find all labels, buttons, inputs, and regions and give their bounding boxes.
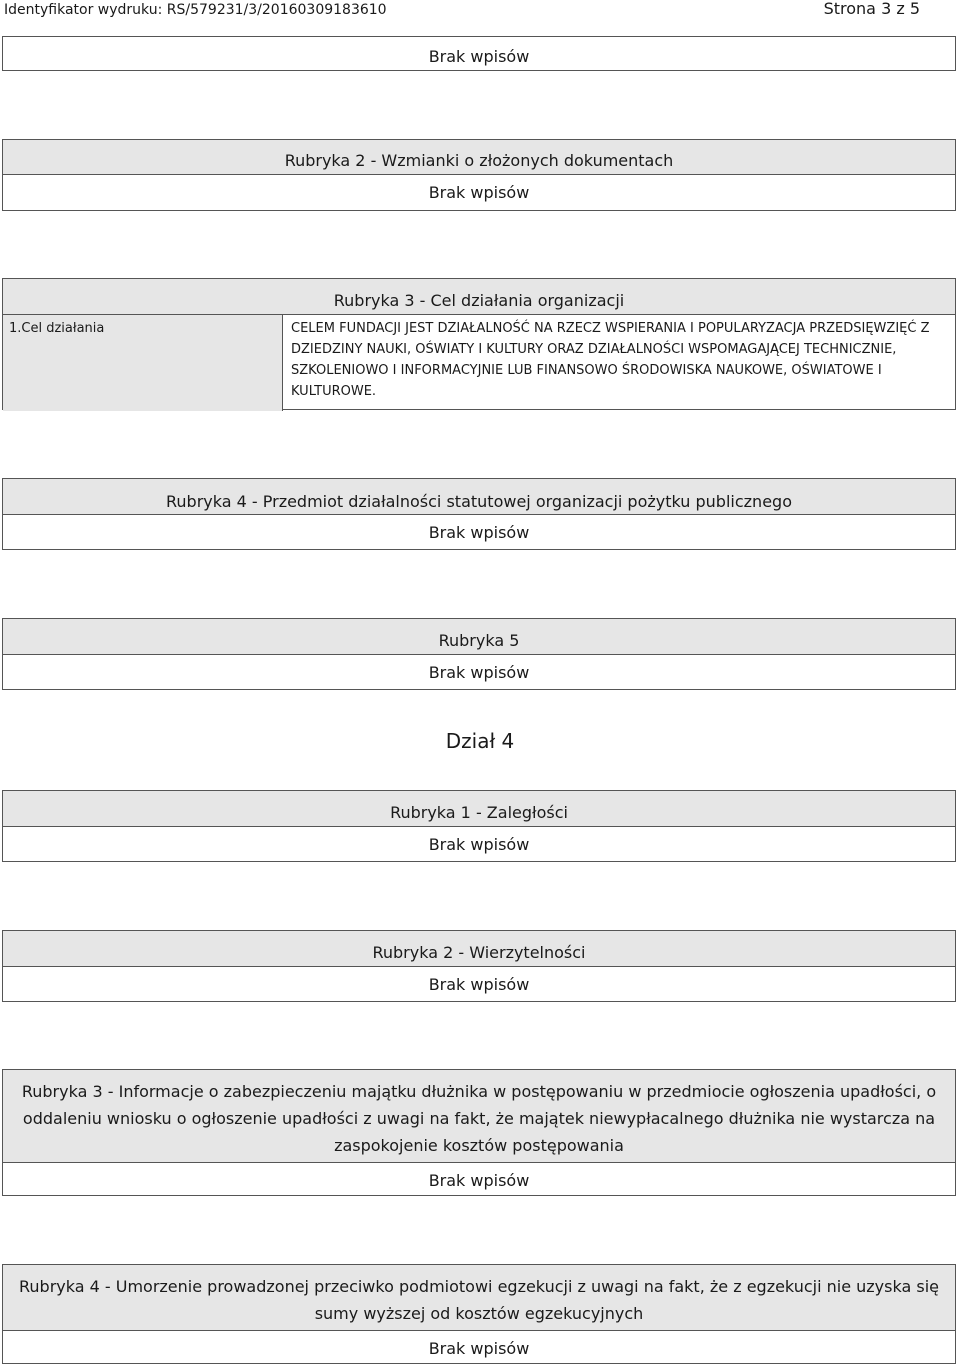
d4-rubryka-3-box [2, 1069, 956, 1196]
dzial-4-heading: Dział 4 [445, 729, 515, 753]
cel-value: CELEM FUNDACJI JEST DZIAŁALNOŚĆ NA RZECZ WSPIERANIA I POPULARYZACJA PRZEDSIĘWZIĘĆ Z DZIEDZINY NAUKI, OŚWIATY I KULTURY ORAZ DZIAŁALNOŚCI WSPOMAGAJĄCEJ TECHNICZNIE, SZKOLENIOWO I INFORMACYJNIE LUB FINANSOWO ŚRODOWISKA NAUKOWE, OŚWIATOWE I KULTUROWE. [291, 321, 930, 399]
rubryka-4-box [2, 478, 956, 550]
cel-label: 1.Cel działania [3, 315, 283, 411]
d4-rubryka-4-title: Rubryka 4 - Umorzenie prowadzonej przeciwko podmiotowi egzekucji z uwagi na fakt, że z egzekucji nie uzyska się sumy wyższej od kosztów egzekucyjnych [3, 1265, 955, 1331]
rubryka-5-box [2, 618, 956, 690]
d4-rubryka-1-title: Rubryka 1 - Zaległości [3, 791, 955, 827]
rubryka-3-box [2, 278, 956, 410]
rubryka-2-entry: Brak wpisów [428, 183, 530, 202]
d4-rubryka-3-entry: Brak wpisów [428, 1171, 530, 1190]
rubryka-5-title: Rubryka 5 [3, 619, 955, 655]
d4-rubryka-1-box [2, 790, 956, 862]
rubryka-4-entry: Brak wpisów [428, 523, 530, 542]
rubryka-2-box [2, 139, 956, 211]
d4-rubryka-4-box [2, 1264, 956, 1364]
rubryka-5-entry: Brak wpisów [428, 663, 530, 682]
top-entry: Brak wpisów [428, 47, 530, 66]
rubryka-2-title: Rubryka 2 - Wzmianki o złożonych dokumentach [3, 140, 955, 175]
d4-rubryka-2-title: Rubryka 2 - Wierzytelności [3, 931, 955, 967]
page-number: Strona 3 z 5 [823, 0, 920, 18]
cel-row [3, 314, 955, 411]
print-identifier: Identyfikator wydruku: RS/579231/3/20160309183610 [4, 2, 387, 18]
d4-rubryka-4-entry: Brak wpisów [428, 1339, 530, 1358]
d4-rubryka-1-entry: Brak wpisów [428, 835, 530, 854]
d4-rubryka-2-box [2, 930, 956, 1002]
rubryka-4-title: Rubryka 4 - Przedmiot działalności statutowej organizacji pożytku publicznego [3, 479, 955, 515]
rubryka-3-title: Rubryka 3 - Cel działania organizacji [3, 279, 955, 314]
d4-rubryka-3-title: Rubryka 3 - Informacje o zabezpieczeniu majątku dłużnika w postępowaniu w przedmiocie ogłoszenia upadłości, o oddaleniu wniosku o ogłoszenie upadłości z uwagi na fakt, że majątek niewypłacalnego dłużnika nie wystarcza na zaspokojenie kosztów postępowania [3, 1070, 955, 1163]
top-entry-box [2, 36, 956, 71]
d4-rubryka-2-entry: Brak wpisów [428, 975, 530, 994]
